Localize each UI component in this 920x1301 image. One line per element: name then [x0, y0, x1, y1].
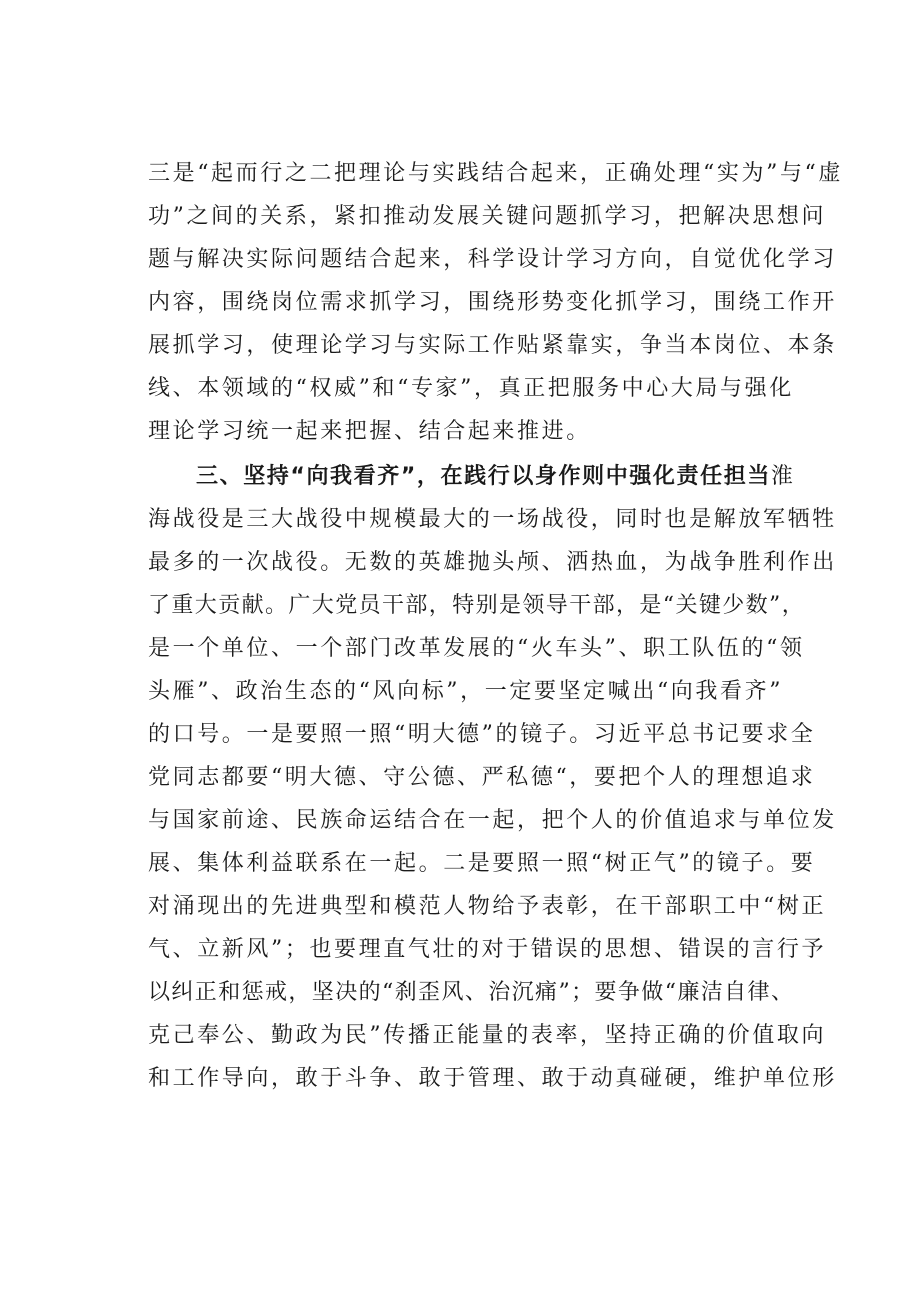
- paragraph-line: 和工作导向，敢于斗争、敢于管理、敢于动真碰硬，维护单位形: [148, 1066, 837, 1091]
- paragraph-line: 海战役是三大战役中规模最大的一场战役，同时也是解放军牺牲: [148, 507, 837, 532]
- section-heading: 三、坚持“向我看齐”，在践行以身作则中强化责任担当: [196, 464, 771, 489]
- paragraph-line: 最多的一次战役。无数的英雄抛头颅、洒热血，为战争胜利作出: [148, 550, 837, 575]
- paragraph-line: 功”之间的关系，紧扣推动发展关键问题抓学习，把解决思想问: [148, 204, 827, 229]
- paragraph-line: 展抓学习，使理论学习与实际工作贴紧靠实，争当本岗位、本条: [148, 333, 837, 358]
- section-heading-line: [196, 456, 808, 498]
- paragraph-line: 克己奉公、勤政为民”传播正能量的表率，坚持正确的价值取向: [148, 1023, 827, 1048]
- paragraph-line: 的口号。一是要照一照“明大德”的镜子。习近平总书记要求全: [148, 722, 816, 747]
- paragraph-line: 理论学习统一起来把握、结合起来推进。: [148, 419, 591, 444]
- paragraph-line: 展、集体利益联系在一起。二是要照一照“树正气”的镜子。要: [148, 851, 816, 876]
- paragraph-line: 内容，围绕岗位需求抓学习，围绕形势变化抓学习，围绕工作开: [148, 290, 837, 315]
- paragraph-line: 线、本领域的“权威”和“专家”，真正把服务中心大局与强化: [148, 376, 794, 401]
- paragraph-line: 了重大贡献。广大党员干部，特别是领导干部，是“关键少数”，: [148, 593, 806, 618]
- paragraph-line: 气、立新风”；也要理直气壮的对于错误的思想、错误的言行予: [148, 937, 827, 962]
- paragraph-line: 以纠正和惩戒，坚决的“刹歪风、治沉痛”；要争做“廉洁自律、: [148, 980, 795, 1005]
- paragraph-line: 对涌现出的先进典型和模范人物给予表彰，在干部职工中“树正: [148, 894, 827, 919]
- paragraph-line: 题与解决实际问题结合起来，科学设计学习方向，自觉优化学习: [148, 247, 837, 272]
- section-heading-tail: 淮: [770, 464, 796, 489]
- paragraph-line: 是一个单位、一个部门改革发展的“火车头”、职工队伍的“领: [148, 636, 805, 661]
- paragraph-line: 与国家前途、民族命运结合在一起，把个人的价值追求与单位发: [148, 808, 837, 833]
- paragraph-line: 头雁”、政治生态的“风向标”，一定要坚定喊出“向我看齐”: [148, 679, 784, 704]
- paragraph-line: 党同志都要“明大德、守公德、严私德“，要把个人的理想追求: [148, 765, 816, 790]
- paragraph-line: 三是“起而行之二把理论与实践结合起来，正确处理“实为”与“虚: [148, 161, 843, 186]
